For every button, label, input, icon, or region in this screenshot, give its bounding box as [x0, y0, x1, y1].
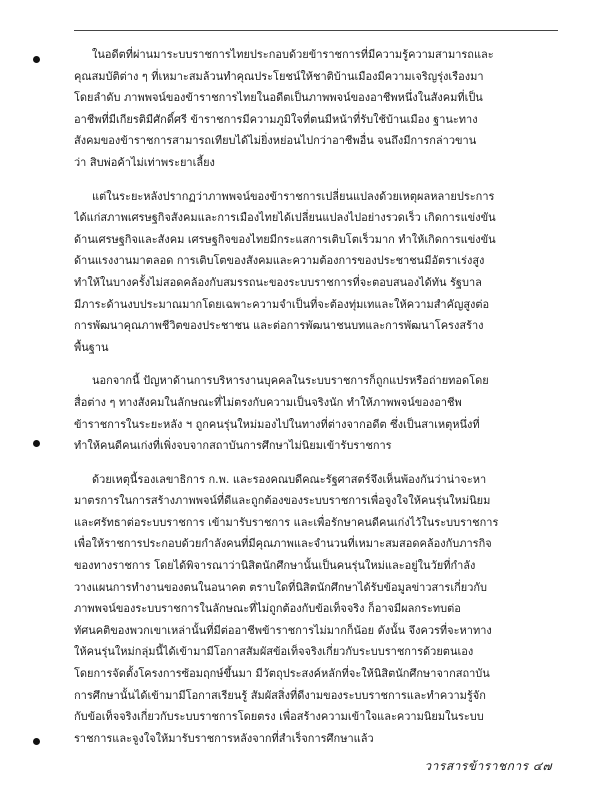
text-line: สื่อต่าง ๆ ทางสังคมในลักษณะที่ไม่ตรงกับความเป็นจริงนัก ทำให้ภาพพจน์ของอาชีพ [74, 395, 462, 409]
text-line: ว่า สิบพ่อค้าไม่เท่าพระยาเลี้ยง [74, 155, 215, 169]
text-line: ให้คนรุ่นใหม่กลุ่มนี้ได้เข้ามามีโอกาสสัมผัสข้อเท็จจริงเกี่ยวกับระบบราชการด้วยตนเอง [74, 645, 474, 659]
text-line: ทัศนคติของพวกเขาเหล่านั้นที่มีต่ออาชีพข้าราชการไม่มากก็น้อย ดังนั้น จึงควรที่จะหาทาง [74, 623, 492, 637]
text-line: คุณสมบัติต่าง ๆ ที่เหมาะสมล้วนทำคุณประโยชน์ให้ชาติบ้านเมืองมีความเจริญรุ่งเรืองมา [74, 69, 484, 83]
text-line: การศึกษานั้นได้เข้ามามีโอกาสเรียนรู้ สัมผัสสิ่งที่ดีงามของระบบราชการและทำความรู้จัก [74, 688, 486, 702]
text-line: โดยการจัดตั้งโครงการซ้อมฤกษ์ขึ้นมา มีวัตถุประสงค์หลักที่จะให้นิสิตนักศึกษาจากสถาบัน [74, 667, 490, 681]
page-footer: วารสารข้าราชการ ๔๗ [424, 759, 552, 773]
paragraph [74, 370, 558, 456]
binder-hole-middle [33, 440, 40, 447]
text-line: แต่ในระยะหลังปรากฏว่าภาพพจน์ของข้าราชการเปลี่ยนแปลงด้วยเหตุผลหลายประการ [92, 189, 495, 203]
text-line: โดยลำดับ ภาพพจน์ของข้าราชการไทยในอดีตเป็นภาพพจน์ของอาชีพหนึ่งในสังคมที่เป็น [74, 91, 483, 105]
text-line: มาตรการในการสร้างภาพพจน์ที่ดีและถูกต้องของระบบราชการเพื่อจูงใจให้คนรุ่นใหม่นิยม [74, 494, 491, 508]
text-line: ภาพพจน์ของระบบราชการในลักษณะที่ไม่ถูกต้องกับข้อเท็จจริง ก็อาจมีผลกระทบต่อ [74, 602, 461, 616]
document-body [74, 44, 558, 761]
text-line: การพัฒนาคุณภาพชีวิตของประชาชน และต่อการพัฒนาชนบทและการพัฒนาโครงสร้าง [74, 319, 484, 333]
text-line: สังคมของข้าราชการสามารถเทียบได้ไม่ยิ่งหย่อนไปกว่าอาชีพอื่น จนถึงมีการกล่าวขาน [74, 134, 477, 148]
text-line: ด้วยเหตุนี้รองเลขาธิการ ก.พ. และรองคณบดีคณะรัฐศาสตร์จึงเห็นพ้องกันว่าน่าจะหา [92, 472, 487, 486]
top-rule [74, 30, 558, 31]
text-line: นอกจากนี้ ปัญหาด้านการบริหารงานบุคคลในระบบราชการก็ถูกแปรหรือถ่ายทอดโดย [92, 374, 489, 388]
binder-hole-bottom [33, 738, 40, 745]
paragraph [74, 469, 558, 750]
text-line: ด้านเศรษฐกิจและสังคม เศรษฐกิจของไทยมีกระแสการเติบโตเร็วมาก ทำให้เกิดการแข่งขัน [74, 232, 496, 246]
text-line: ของทางราชการ โดยได้พิจารณาว่านิสิตนักศึกษานั้นเป็นคนรุ่นใหม่และอยู่ในวัยที่กำลัง [74, 559, 476, 573]
text-line: อาชีพที่มีเกียรติมีศักดิ์ศรี ข้าราชการมีความภูมิใจที่ตนมีหน้าที่รับใช้บ้านเมือง ฐานะทาง [74, 112, 478, 126]
text-line: เพื่อให้ราชการประกอบด้วยกำลังคนที่มีคุณภาพและจำนวนที่เหมาะสมสอดคล้องกับภารกิจ [74, 537, 492, 551]
text-line: มีภาระด้านงบประมาณมากโดยเฉพาะความจำเป็นที่จะต้องทุ่มเทและให้ความสำคัญสูงต่อ [74, 297, 490, 311]
text-line: ข้าราชการในระยะหลัง ฯ ถูกคนรุ่นใหม่มองไปในทางที่ต่างจากอดีต ซึ่งเป็นสาเหตุหนึ่งที่ [74, 417, 480, 431]
text-line: และศรัทธาต่อระบบราชการ เข้ามารับราชการ และเพื่อรักษาคนดีคนเก่งไว้ในระบบราชการ [74, 515, 499, 529]
paragraph [74, 44, 558, 174]
text-line: ราชการและจูงใจให้มารับราชการหลังจากที่สำเร็จการศึกษาแล้ว [74, 731, 374, 745]
text-line: วางแผนการทำงานของตนในอนาคต ตราบใดที่นิสิตนักศึกษาได้รับข้อมูลข่าวสารเกี่ยวกับ [74, 580, 488, 594]
text-line: ในอดีตที่ผ่านมาระบบราชการไทยประกอบด้วยข้าราชการที่มีความรู้ความสามารถและ [92, 48, 494, 61]
text-line: ทำให้คนดีคนเก่งที่เพิ่งจบจากสถาบันการศึกษาไม่นิยมเข้ารับราชการ [74, 439, 392, 453]
paragraph [74, 186, 558, 359]
text-line: พื้นฐาน [74, 340, 109, 354]
text-line: ด้านแรงงานมาตลอด การเติบโตของสังคมและความต้องการของประชาชนมีอัตราเร่งสูง [74, 254, 485, 268]
binder-hole-top [33, 56, 40, 63]
text-line: ทำให้ในบางครั้งไม่สอดคล้องกับสมรรถนะของระบบราชการที่จะตอบสนองได้ทัน รัฐบาล [74, 275, 482, 289]
text-line: ได้แก่สภาพเศรษฐกิจสังคมและการเมืองไทยได้เปลี่ยนแปลงไปอย่างรวดเร็ว เกิดการแข่งขัน [74, 211, 496, 225]
text-line: กับข้อเท็จจริงเกี่ยวกับระบบราชการโดยตรง เพื่อสร้างความเข้าใจและความนิยมในระบบ [74, 710, 484, 724]
